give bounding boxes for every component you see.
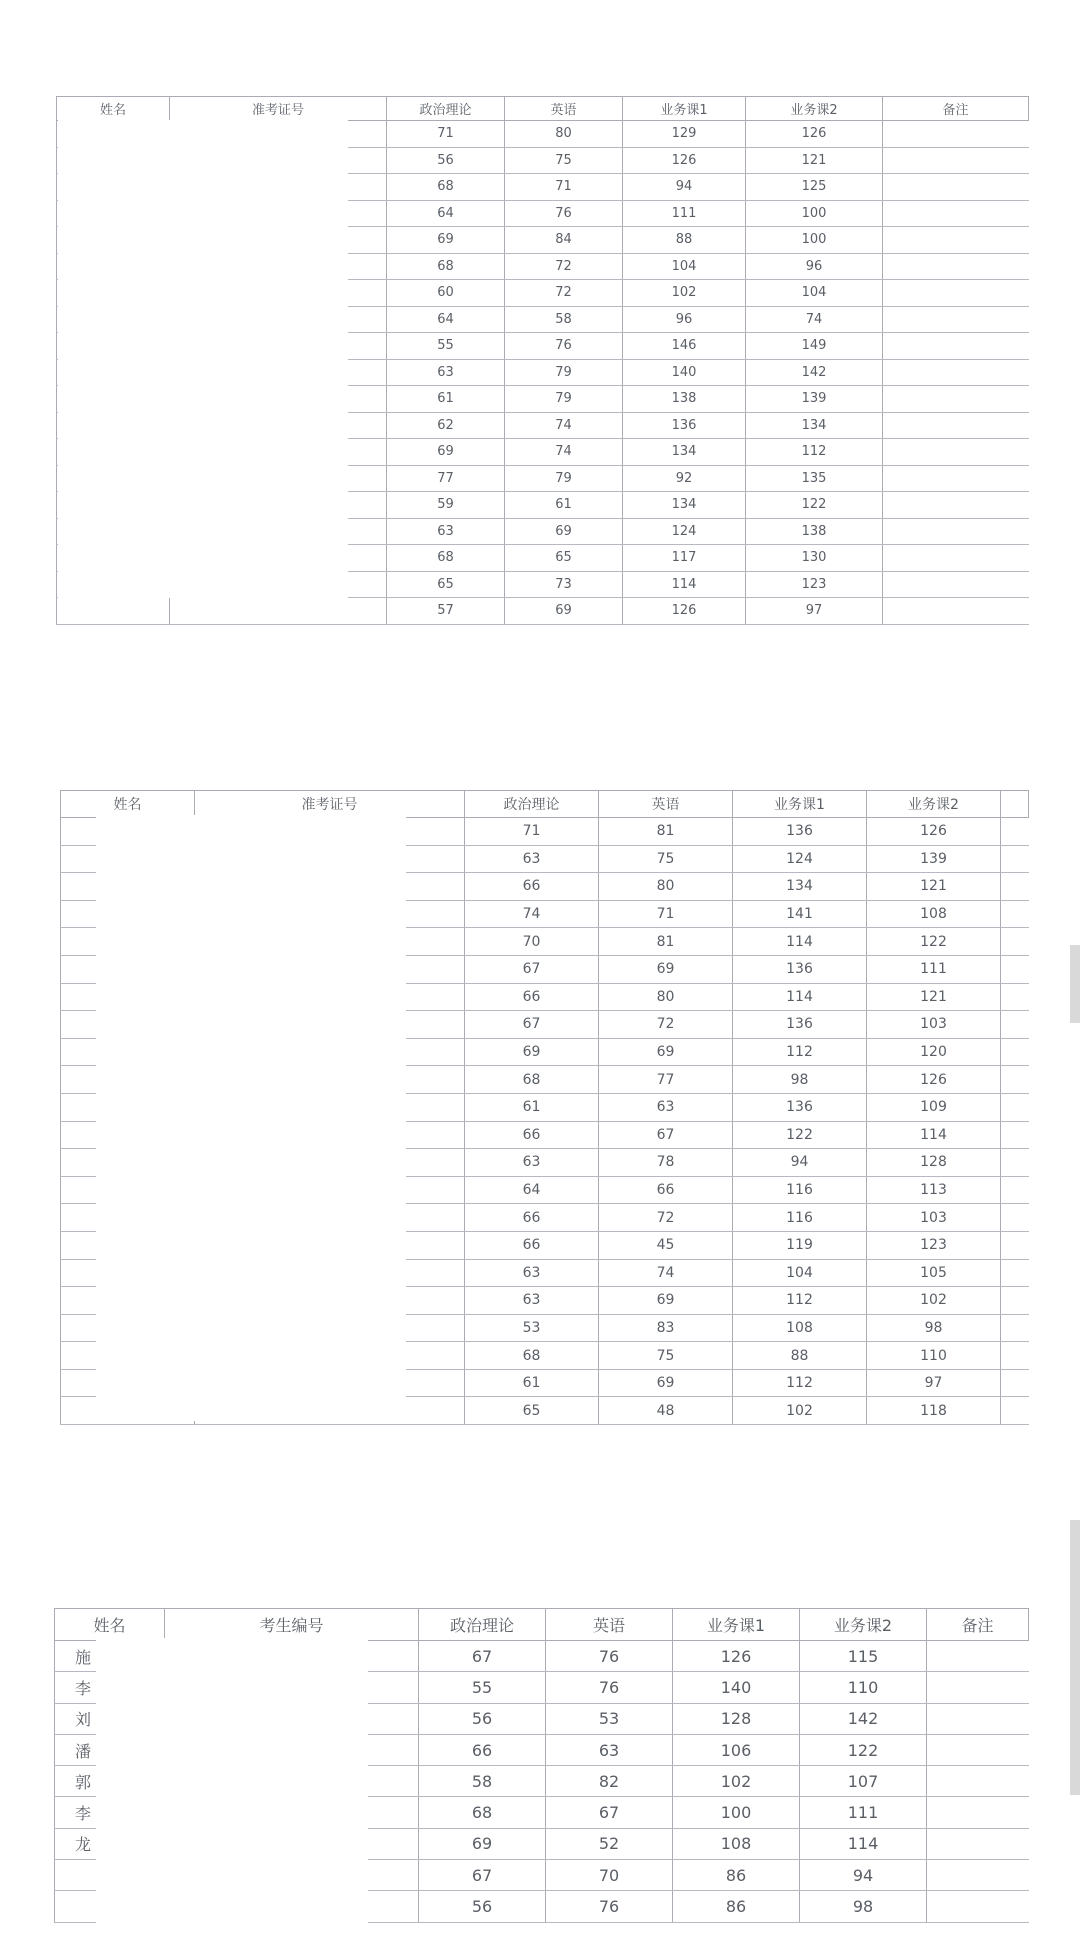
- score-cell: 128: [867, 1149, 1001, 1177]
- score-cell: 78: [599, 1149, 733, 1177]
- remark-cell: [883, 598, 1029, 625]
- score-cell: 122: [867, 928, 1001, 956]
- column-header: 准考证号: [170, 97, 387, 121]
- score-cell: 124: [733, 845, 867, 873]
- score-cell: 75: [599, 1342, 733, 1370]
- score-cell: 61: [465, 1369, 599, 1397]
- score-cell: 106: [673, 1734, 800, 1765]
- score-cell: 45: [599, 1231, 733, 1259]
- score-cell: 129: [623, 121, 746, 148]
- score-cell: 68: [419, 1797, 546, 1828]
- score-cell: 100: [673, 1797, 800, 1828]
- remark-cell: [883, 227, 1029, 254]
- remark-cell: [1001, 1121, 1029, 1149]
- remark-cell: [927, 1828, 1029, 1859]
- score-cell: 69: [387, 439, 505, 466]
- score-cell: 88: [623, 227, 746, 254]
- score-cell: 121: [746, 147, 883, 174]
- score-cell: 112: [746, 439, 883, 466]
- score-cell: 136: [733, 1011, 867, 1039]
- score-cell: 82: [546, 1766, 673, 1797]
- score-cell: 114: [733, 983, 867, 1011]
- remark-cell: [1001, 1259, 1029, 1287]
- remark-cell: [1001, 845, 1029, 873]
- score-cell: 134: [746, 412, 883, 439]
- score-cell: 122: [733, 1121, 867, 1149]
- score-cell: 74: [746, 306, 883, 333]
- score-cell: 80: [599, 873, 733, 901]
- remark-cell: [1001, 818, 1029, 846]
- score-cell: 79: [505, 465, 623, 492]
- score-cell: 141: [733, 900, 867, 928]
- remark-cell: [1001, 983, 1029, 1011]
- column-header: 政治理论: [387, 97, 505, 121]
- score-cell: 67: [599, 1121, 733, 1149]
- score-cell: 126: [867, 1066, 1001, 1094]
- score-cell: 72: [599, 1011, 733, 1039]
- remark-cell: [927, 1891, 1029, 1922]
- score-cell: 138: [623, 386, 746, 413]
- scroll-shade: [1070, 1520, 1080, 1795]
- score-cell: 65: [387, 571, 505, 598]
- score-cell: 130: [746, 545, 883, 572]
- score-cell: 65: [505, 545, 623, 572]
- score-cell: 69: [599, 1038, 733, 1066]
- score-cell: 86: [673, 1860, 800, 1891]
- score-cell: 96: [623, 306, 746, 333]
- score-cell: 77: [387, 465, 505, 492]
- score-cell: 71: [505, 174, 623, 201]
- column-header: 业务课2: [867, 791, 1001, 818]
- score-cell: 69: [505, 518, 623, 545]
- score-cell: 114: [800, 1828, 927, 1859]
- score-cell: 74: [465, 900, 599, 928]
- score-cell: 61: [465, 1093, 599, 1121]
- remark-cell: [883, 280, 1029, 307]
- remark-cell: [927, 1860, 1029, 1891]
- score-cell: 81: [599, 818, 733, 846]
- score-cell: 121: [867, 983, 1001, 1011]
- score-cell: 66: [419, 1734, 546, 1765]
- remark-cell: [883, 147, 1029, 174]
- score-cell: 114: [623, 571, 746, 598]
- remark-cell: [883, 465, 1029, 492]
- score-cell: 58: [505, 306, 623, 333]
- score-cell: 102: [733, 1397, 867, 1425]
- score-cell: 69: [419, 1828, 546, 1859]
- name-cell: 施: [55, 1641, 165, 1672]
- column-header: 备注: [927, 1609, 1029, 1641]
- score-cell: 112: [733, 1287, 867, 1315]
- remark-cell: [1001, 1176, 1029, 1204]
- remark-cell: [1001, 1038, 1029, 1066]
- score-cell: 121: [867, 873, 1001, 901]
- score-cell: 56: [419, 1891, 546, 1922]
- score-cell: 111: [623, 200, 746, 227]
- score-cell: 55: [387, 333, 505, 360]
- score-cell: 134: [623, 492, 746, 519]
- header-row: [55, 1609, 1029, 1641]
- score-cell: 61: [387, 386, 505, 413]
- remark-cell: [927, 1797, 1029, 1828]
- score-cell: 108: [673, 1828, 800, 1859]
- score-cell: 119: [733, 1231, 867, 1259]
- header-row: [57, 97, 1029, 121]
- score-cell: 68: [387, 253, 505, 280]
- column-header: 姓名: [61, 791, 195, 818]
- score-cell: 63: [465, 1287, 599, 1315]
- score-cell: 63: [599, 1093, 733, 1121]
- score-cell: 126: [623, 147, 746, 174]
- score-cell: 94: [623, 174, 746, 201]
- remark-cell: [883, 545, 1029, 572]
- score-cell: 97: [867, 1369, 1001, 1397]
- remark-cell: [883, 200, 1029, 227]
- remark-cell: [883, 571, 1029, 598]
- score-cell: 68: [465, 1066, 599, 1094]
- column-header: 英语: [546, 1609, 673, 1641]
- score-cell: 61: [505, 492, 623, 519]
- remark-cell: [927, 1766, 1029, 1797]
- score-cell: 66: [465, 873, 599, 901]
- column-header: 业务课2: [746, 97, 883, 121]
- remark-cell: [927, 1703, 1029, 1734]
- score-cell: 104: [623, 253, 746, 280]
- score-cell: 108: [867, 900, 1001, 928]
- score-cell: 63: [465, 1149, 599, 1177]
- column-header: 英语: [599, 791, 733, 818]
- score-cell: 134: [733, 873, 867, 901]
- score-cell: 77: [599, 1066, 733, 1094]
- score-cell: 92: [623, 465, 746, 492]
- score-cell: 69: [387, 227, 505, 254]
- score-cell: 123: [746, 571, 883, 598]
- remark-cell: [1001, 1066, 1029, 1094]
- score-cell: 69: [505, 598, 623, 625]
- column-header: 考生编号: [165, 1609, 419, 1641]
- score-cell: 74: [599, 1259, 733, 1287]
- score-cell: 84: [505, 227, 623, 254]
- score-cell: 98: [733, 1066, 867, 1094]
- score-cell: 53: [546, 1703, 673, 1734]
- score-cell: 73: [505, 571, 623, 598]
- score-cell: 68: [465, 1342, 599, 1370]
- score-cell: 64: [465, 1176, 599, 1204]
- column-header: 业务课1: [623, 97, 746, 121]
- column-header: 政治理论: [465, 791, 599, 818]
- score-cell: 63: [387, 518, 505, 545]
- score-cell: 122: [746, 492, 883, 519]
- score-cell: 63: [465, 845, 599, 873]
- remark-cell: [883, 333, 1029, 360]
- score-cell: 67: [419, 1641, 546, 1672]
- score-cell: 75: [505, 147, 623, 174]
- score-cell: 57: [387, 598, 505, 625]
- score-cell: 140: [623, 359, 746, 386]
- score-cell: 68: [387, 174, 505, 201]
- score-cell: 102: [867, 1287, 1001, 1315]
- score-cell: 68: [387, 545, 505, 572]
- name-cell: 郭: [55, 1766, 165, 1797]
- score-cell: 69: [599, 1369, 733, 1397]
- scroll-shade: [1070, 945, 1080, 1023]
- score-cell: 103: [867, 1011, 1001, 1039]
- score-cell: 65: [465, 1397, 599, 1425]
- score-cell: 110: [800, 1672, 927, 1703]
- score-cell: 139: [746, 386, 883, 413]
- score-cell: 63: [546, 1734, 673, 1765]
- score-cell: 124: [623, 518, 746, 545]
- score-cell: 79: [505, 359, 623, 386]
- score-cell: 136: [733, 1093, 867, 1121]
- remark-cell: [1001, 1093, 1029, 1121]
- score-cell: 80: [505, 121, 623, 148]
- score-cell: 108: [733, 1314, 867, 1342]
- table-row: [57, 598, 1029, 625]
- column-header-blank: [1001, 791, 1029, 818]
- score-cell: 136: [733, 955, 867, 983]
- remark-cell: [883, 492, 1029, 519]
- score-cell: 116: [733, 1176, 867, 1204]
- score-cell: 69: [599, 955, 733, 983]
- score-cell: 135: [746, 465, 883, 492]
- redacted-area: [96, 1638, 368, 1923]
- score-cell: 105: [867, 1259, 1001, 1287]
- score-cell: 56: [387, 147, 505, 174]
- remark-cell: [1001, 1314, 1029, 1342]
- score-cell: 97: [746, 598, 883, 625]
- score-cell: 66: [465, 983, 599, 1011]
- column-header: 备注: [883, 97, 1029, 121]
- remark-cell: [927, 1641, 1029, 1672]
- score-cell: 125: [746, 174, 883, 201]
- score-cell: 86: [673, 1891, 800, 1922]
- score-cell: 107: [800, 1766, 927, 1797]
- column-header: 姓名: [55, 1609, 165, 1641]
- score-cell: 60: [387, 280, 505, 307]
- score-cell: 118: [867, 1397, 1001, 1425]
- score-cell: 72: [505, 280, 623, 307]
- header-row: [61, 791, 1029, 818]
- score-cell: 64: [387, 200, 505, 227]
- score-cell: 104: [746, 280, 883, 307]
- column-header: 业务课1: [733, 791, 867, 818]
- score-cell: 53: [465, 1314, 599, 1342]
- score-cell: 110: [867, 1342, 1001, 1370]
- score-cell: 70: [546, 1860, 673, 1891]
- redacted-area: [96, 815, 406, 1421]
- score-cell: 139: [867, 845, 1001, 873]
- redacted-area: [58, 120, 348, 598]
- score-cell: 79: [505, 386, 623, 413]
- score-cell: 75: [599, 845, 733, 873]
- name-cell: 李: [55, 1797, 165, 1828]
- score-cell: 48: [599, 1397, 733, 1425]
- column-header: 英语: [505, 97, 623, 121]
- remark-cell: [1001, 1231, 1029, 1259]
- score-cell: 113: [867, 1176, 1001, 1204]
- score-cell: 66: [465, 1204, 599, 1232]
- column-header: 业务课1: [673, 1609, 800, 1641]
- score-cell: 76: [546, 1672, 673, 1703]
- score-cell: 56: [419, 1703, 546, 1734]
- score-cell: 100: [746, 227, 883, 254]
- score-cell: 115: [800, 1641, 927, 1672]
- score-cell: 59: [387, 492, 505, 519]
- column-header: 政治理论: [419, 1609, 546, 1641]
- remark-cell: [1001, 900, 1029, 928]
- score-cell: 120: [867, 1038, 1001, 1066]
- score-cell: 126: [746, 121, 883, 148]
- score-cell: 67: [419, 1860, 546, 1891]
- remark-cell: [1001, 1149, 1029, 1177]
- score-cell: 72: [505, 253, 623, 280]
- score-cell: 123: [867, 1231, 1001, 1259]
- remark-cell: [1001, 873, 1029, 901]
- score-cell: 67: [465, 1011, 599, 1039]
- score-cell: 126: [867, 818, 1001, 846]
- score-cell: 140: [673, 1672, 800, 1703]
- score-cell: 94: [800, 1860, 927, 1891]
- score-cell: 103: [867, 1204, 1001, 1232]
- score-cell: 146: [623, 333, 746, 360]
- score-cell: 102: [673, 1766, 800, 1797]
- score-cell: 102: [623, 280, 746, 307]
- score-cell: 96: [746, 253, 883, 280]
- remark-cell: [1001, 1369, 1029, 1397]
- score-cell: 55: [419, 1672, 546, 1703]
- column-header: 姓名: [57, 97, 170, 121]
- name-cell: 潘: [55, 1734, 165, 1765]
- remark-cell: [1001, 1342, 1029, 1370]
- remark-cell: [1001, 1397, 1029, 1425]
- remark-cell: [927, 1672, 1029, 1703]
- column-header: 准考证号: [195, 791, 465, 818]
- score-cell: 112: [733, 1038, 867, 1066]
- remark-cell: [883, 253, 1029, 280]
- score-cell: 69: [599, 1287, 733, 1315]
- remark-cell: [883, 386, 1029, 413]
- remark-cell: [883, 412, 1029, 439]
- score-cell: 76: [546, 1891, 673, 1922]
- score-cell: 72: [599, 1204, 733, 1232]
- remark-cell: [883, 174, 1029, 201]
- score-cell: 52: [546, 1828, 673, 1859]
- score-cell: 88: [733, 1342, 867, 1370]
- score-cell: 134: [623, 439, 746, 466]
- score-cell: 126: [673, 1641, 800, 1672]
- score-cell: 76: [546, 1641, 673, 1672]
- score-cell: 116: [733, 1204, 867, 1232]
- column-header: 业务课2: [800, 1609, 927, 1641]
- score-cell: 66: [465, 1121, 599, 1149]
- score-cell: 126: [623, 598, 746, 625]
- remark-cell: [883, 439, 1029, 466]
- score-cell: 69: [465, 1038, 599, 1066]
- score-cell: 66: [465, 1231, 599, 1259]
- score-cell: 67: [546, 1797, 673, 1828]
- score-cell: 142: [800, 1703, 927, 1734]
- score-cell: 66: [599, 1176, 733, 1204]
- score-cell: 63: [387, 359, 505, 386]
- score-cell: 63: [465, 1259, 599, 1287]
- remark-cell: [883, 121, 1029, 148]
- remark-cell: [1001, 1011, 1029, 1039]
- score-cell: 136: [733, 818, 867, 846]
- remark-cell: [883, 359, 1029, 386]
- score-cell: 71: [465, 818, 599, 846]
- id-cell: [170, 598, 387, 625]
- score-cell: 64: [387, 306, 505, 333]
- remark-cell: [1001, 1287, 1029, 1315]
- score-cell: 62: [387, 412, 505, 439]
- score-cell: 81: [599, 928, 733, 956]
- score-cell: 98: [800, 1891, 927, 1922]
- score-cell: 76: [505, 333, 623, 360]
- score-cell: 136: [623, 412, 746, 439]
- name-cell: 龙: [55, 1828, 165, 1859]
- name-cell: 刘: [55, 1703, 165, 1734]
- remark-cell: [927, 1734, 1029, 1765]
- score-cell: 58: [419, 1766, 546, 1797]
- score-cell: 80: [599, 983, 733, 1011]
- score-cell: 114: [867, 1121, 1001, 1149]
- score-cell: 109: [867, 1093, 1001, 1121]
- score-cell: 71: [599, 900, 733, 928]
- score-cell: 111: [867, 955, 1001, 983]
- score-cell: 117: [623, 545, 746, 572]
- remark-cell: [1001, 955, 1029, 983]
- score-cell: 76: [505, 200, 623, 227]
- name-cell: 李: [55, 1672, 165, 1703]
- score-cell: 74: [505, 412, 623, 439]
- score-cell: 111: [800, 1797, 927, 1828]
- score-cell: 138: [746, 518, 883, 545]
- score-cell: 71: [387, 121, 505, 148]
- score-cell: 83: [599, 1314, 733, 1342]
- score-cell: 114: [733, 928, 867, 956]
- score-cell: 112: [733, 1369, 867, 1397]
- name-cell: [57, 598, 170, 625]
- remark-cell: [883, 518, 1029, 545]
- score-cell: 149: [746, 333, 883, 360]
- remark-cell: [1001, 1204, 1029, 1232]
- remark-cell: [1001, 928, 1029, 956]
- score-cell: 67: [465, 955, 599, 983]
- score-cell: 100: [746, 200, 883, 227]
- score-cell: 104: [733, 1259, 867, 1287]
- score-cell: 94: [733, 1149, 867, 1177]
- score-cell: 98: [867, 1314, 1001, 1342]
- remark-cell: [883, 306, 1029, 333]
- score-cell: 70: [465, 928, 599, 956]
- score-cell: 128: [673, 1703, 800, 1734]
- score-cell: 74: [505, 439, 623, 466]
- score-cell: 122: [800, 1734, 927, 1765]
- score-cell: 142: [746, 359, 883, 386]
